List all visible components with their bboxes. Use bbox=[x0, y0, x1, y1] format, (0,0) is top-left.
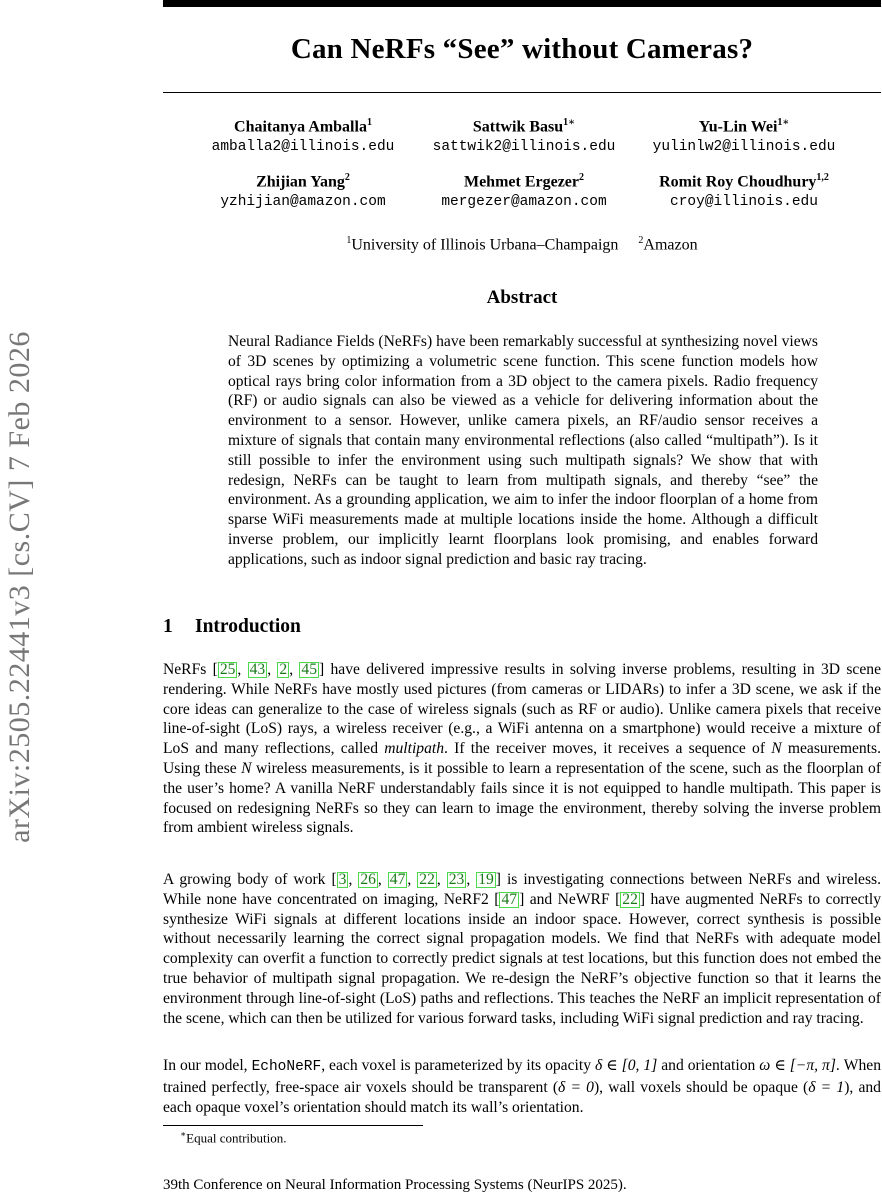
author-block bbox=[404, 168, 644, 212]
author-email[interactable]: mergezer@amazon.com bbox=[441, 194, 607, 211]
author-email[interactable]: yulinlw2@illinois.edu bbox=[652, 139, 836, 156]
paragraph-intro-3: In our model, EchoNeRF, each voxel is parameterized by its opacity δ ∈ [0, 1] and orientation ω ∈ [−π, π]. When trained perfectly, free-space air voxels should be transparent (δ = 0), wall voxels should be opaque (δ = 1), and each opaque voxel’s orientation should match its wall’s orientation. bbox=[163, 1057, 881, 1116]
paragraph-intro-1: NeRFs [ 25 , 43 , 2 , 45 ] have delivered impressive results in solving inverse problems, resulting in 3D scene rendering. While NeRFs have mostly used pictures (from cameras or LIDARs) to infer a 3D scene, we ask if the core ideas can generalize to the case of wireless signals (such as RF or audio). Unlike camera pixels that receive line-of-sight (LoS) rays, a wireless receiver (e.g., a WiFi antenna on a smartphone) would receive a mixture of LoS and many reflections, called multipath. If the receiver moves, it receives a sequence of N measurements. Using these N wireless measurements, is it possible to learn a representation of the scene, such as the floorplan of the user’s home? A vanilla NeRF understandably fails since it is not equipped to handle multipath. This paper is focused on redesigning NeRFs so they can learn to image the environment, thereby solving the inverse problem from ambient wireless signals. bbox=[163, 661, 882, 837]
author-name: Sattwik Basu$^{1∗}$ bbox=[472, 117, 576, 136]
arxiv-identifier bbox=[2, 262, 38, 912]
author-email[interactable]: croy@illinois.edu bbox=[670, 194, 818, 211]
author-email[interactable]: sattwik2@illinois.edu bbox=[432, 139, 616, 156]
citation-link[interactable]: 2 bbox=[279, 661, 288, 678]
footnote-rule bbox=[163, 1125, 423, 1126]
affiliations: $^1$University of Illinois Urbana–Champaign $^2$Amazon bbox=[346, 235, 698, 254]
citation-link[interactable]: 22 bbox=[419, 871, 435, 888]
citation-link[interactable]: 47 bbox=[389, 871, 406, 888]
author-block bbox=[404, 113, 644, 157]
citation-link[interactable]: 3 bbox=[338, 871, 347, 888]
footnote: ∗Equal contribution. bbox=[180, 1129, 287, 1146]
author-name: Zhijian Yang$^2$ bbox=[256, 172, 350, 191]
paragraph-intro-2: A growing body of work [ 3 , 26 , 47 , 22 , 23 , 19 ] is investigating connections between NeRFs and wireless. While none have concentrated on imaging, NeRF2 [ 47 ] and NeWRF [ 22 ] have augmented NeRFs to correctly synthesize WiFi signals at different locations inside an indoor space. However, correct synthesis is possible without necessarily learning the correct signal propagation models. We find that NeRFs with adequate model complexity can overfit a function to correctly predict signals at test locations, but this function does not embed the true behavior of multipath signal propagation. We re-design the NeRF’s objective function so that it learns the environment through line-of-sight (LoS) paths and reflections. This teaches the NeRF an implicit representation of the scene, which can then be utilized for various forward tasks, including WiFi signal prediction and ray tracing. bbox=[163, 871, 882, 1027]
abstract-text: Neural Radiance Fields (NeRFs) have been remarkably successful at synthesizing novel views of 3D scenes by optimizing a volumetric scene function. This scene function models how optical rays bring color information from a 3D object to the camera pixels. Radio frequency (RF) or audio signals can also be viewed as a vehicle for delivering information about the environment to a sensor. However, unlike camera pixels, an RF/audio sensor receives a mixture of signals that contain many environmental reflections (also called “multipath”). Is it still possible to infer the environment using such multipath signals? We show that with redesign, NeRFs can be taught to learn from multipath signals, and thereby “see” the environment. As a grounding application, we aim to infer the indoor floorplan of a home from sparse WiFi measurements made at multiple locations inside the home. Although a difficult inverse problem, our implicitly learnt floorplans look promising, and enables forward applications, such as indoor signal prediction and basic ray tracing. bbox=[228, 333, 818, 568]
section-heading: 1 Introduction bbox=[163, 616, 301, 637]
author-email[interactable]: yzhijian@amazon.com bbox=[220, 194, 386, 211]
citation-link[interactable]: 23 bbox=[448, 871, 465, 888]
author-name: Yu-Lin Wei$^{1∗}$ bbox=[698, 117, 790, 136]
citation-link[interactable]: 19 bbox=[478, 871, 494, 888]
citation-link[interactable]: 47 bbox=[501, 890, 518, 908]
author-block bbox=[624, 113, 864, 157]
author-block bbox=[183, 168, 423, 212]
paper-title: Can NeRFs “See” without Cameras? bbox=[290, 33, 754, 65]
title-bottom-rule bbox=[163, 92, 881, 93]
citation-link[interactable]: 45 bbox=[301, 661, 318, 678]
abstract-heading: Abstract bbox=[486, 287, 558, 308]
citation-link[interactable]: 26 bbox=[360, 871, 376, 888]
venue-footer: 39th Conference on Neural Information Processing Systems (NeurIPS 2025). bbox=[163, 1177, 627, 1193]
author-name: Chaitanya Amballa$^1$ bbox=[234, 117, 372, 136]
arxiv-id-text: arXiv:2505.22441v3 [cs.CV] 7 Feb 2026 bbox=[3, 331, 37, 843]
citation-link[interactable]: 25 bbox=[219, 661, 236, 678]
author-name: Mehmet Ergezer$^2$ bbox=[463, 172, 585, 191]
citation-link[interactable]: 43 bbox=[249, 661, 266, 678]
author-email[interactable]: amballa2@illinois.edu bbox=[211, 139, 395, 156]
author-name: Romit Roy Choudhury$^{1,2}$ bbox=[659, 172, 829, 191]
citation-link[interactable]: 22 bbox=[622, 890, 638, 908]
author-block bbox=[183, 113, 423, 157]
title-top-rule bbox=[163, 0, 881, 7]
model-name: EchoNeRF bbox=[251, 1059, 322, 1075]
author-block bbox=[624, 168, 864, 212]
